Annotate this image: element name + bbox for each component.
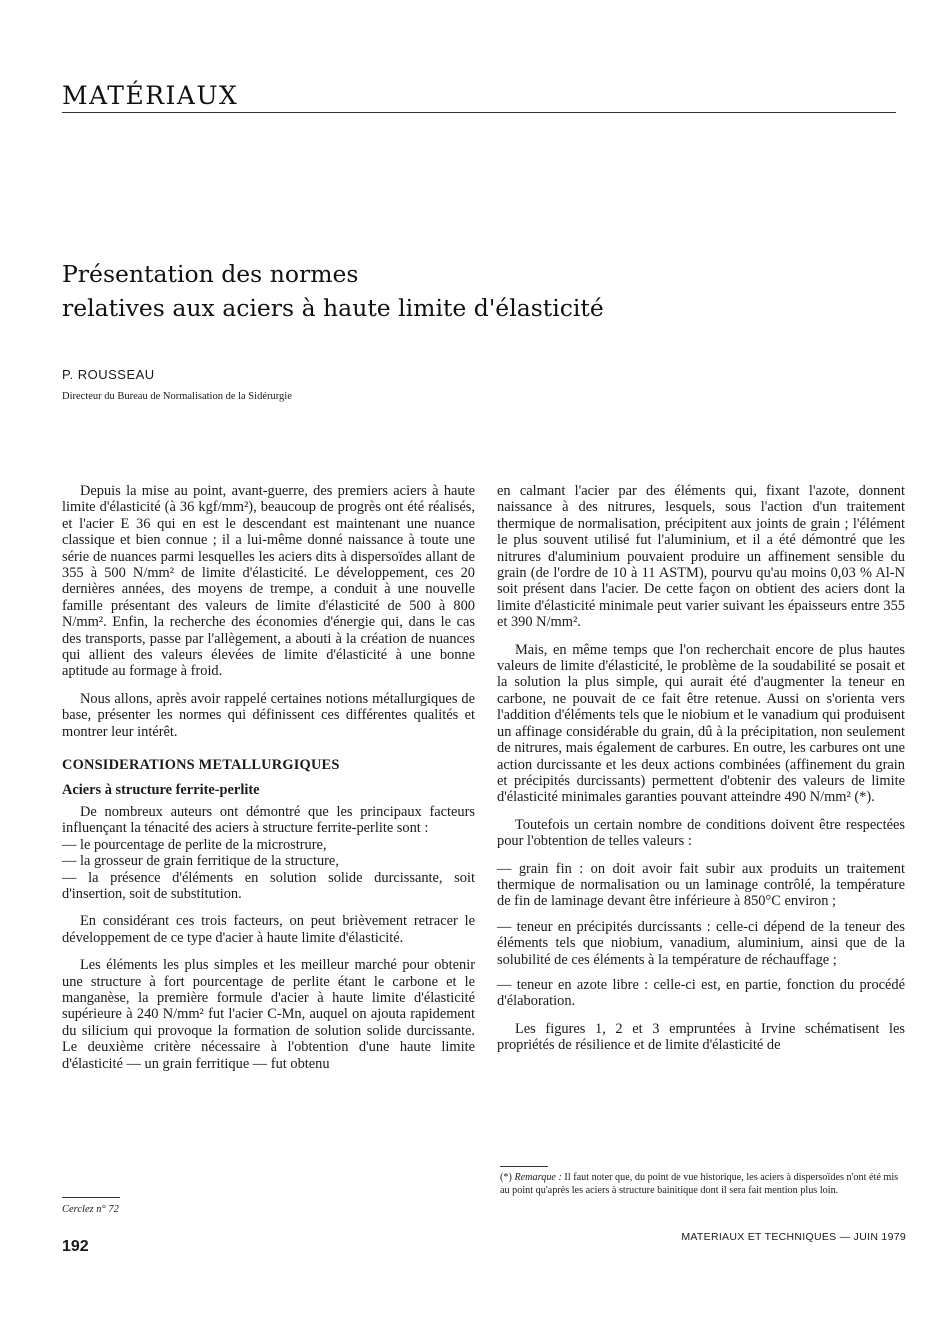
article-title: [62, 257, 822, 325]
list-item: — le pourcentage de perlite de la microstrure,: [62, 836, 327, 853]
paragraph-conditions: Toutefois un certain nombre de conditions doivent être respectées pour l'obtention de telles valeurs :: [497, 816, 905, 850]
footnote-marker: (*): [500, 1172, 515, 1183]
paragraph-weldability: Mais, en même temps que l'on recherchait encore de plus hautes valeurs de limite d'élasticité, le problème de la soudabilité se posait et la solution la plus simple, qui aurait été d'augmenter la teneur en carbone, ne pouvait de ce fait être retenue. Aussi on s'orienta vers l'addition d'éléments tels que le niobium et le vanadium qui produisent un affinage considérable du grain, dû à la précipitation, non seulement de nitrures, mais également de carbures. En outre, les carbures ont une action durcissante et les deux actions combinées (affinement du grain et précipités durcissants) permettent d'obtenir des valeurs de limite d'élasticité minimales garanties pouvant atteindre 490 N/mm² (*).: [497, 641, 905, 806]
reader-service-number: Cerclez n° 72: [62, 1204, 119, 1215]
article-title-line-1: Présentation des normes: [62, 260, 359, 288]
list-item: — grain fin : on doit avoir fait subir aux produits un traitement thermique de normalisation ou un laminage contrôlé, la température de fin de laminage devant être inférieure à 850°C environ ;: [497, 860, 905, 910]
list-item: — teneur en azote libre : celle-ci est, en partie, fonction du procédé d'élaboration.: [497, 976, 905, 1010]
journal-footer: MATERIAUX ET TECHNIQUES — JUIN 1979: [681, 1231, 906, 1243]
paragraph-figures: Les figures 1, 2 et 3 empruntées à Irvine schématisent les propriétés de résilience et de limite d'élasticité de: [497, 1020, 905, 1054]
page-number: 192: [62, 1238, 89, 1255]
paragraph-continuation: en calmant l'acier par des éléments qui, fixant l'azote, donnent naissance à des nitrures, lesquels, sous l'action d'un traitement thermique de normalisation, précipitent aux joints de grain ; l'élément le plus souvent utilisé fut l'aluminium, et il a été démontré que les nitrures d'aluminium pouvaient produire un affinement sensible du grain (de l'ordre de 10 à 11 ASTM), pourvu qu'au moins 0,03 % Al-N soit présent dans l'acier. De cette façon on obtient des aciers dont la limite d'élasticité minimale peut varier suivant les épaisseurs entre 355 et 390 N/mm².: [497, 483, 905, 631]
list-item: — teneur en précipités durcissants : celle-ci dépend de la teneur des éléments tels que niobium, vanadium, aluminium, ainsi que de la solubilité de ces éléments à la température de réchauffage ;: [497, 918, 905, 968]
author-name: P. ROUSSEAU: [62, 367, 155, 382]
left-column: [62, 483, 475, 1083]
author-affiliation: Directeur du Bureau de Normalisation de la Sidérurgie: [62, 391, 292, 402]
section-header: [62, 80, 896, 113]
footnote-text: Il faut noter que, du point de vue historique, les aciers à dispersoïdes n'ont été mis au point qu'après les aciers à structure bainitique dont il sera fait mention plus loin.: [500, 1172, 899, 1196]
cerclez-rule: [62, 1197, 120, 1198]
footnote: [500, 1171, 905, 1197]
paragraph-elements: Les éléments les plus simples et les meilleur marché pour obtenir une structure à fort pourcentage de perlite étant le carbone et le manganèse, la première formule d'acier à haute limite d'élasticité supérieure à 240 N/mm² fut l'acier C-Mn, auquel on ajouta rapidement du silicium qui provoque la formation de solution solide durcissante. Le deuxième critère nécessaire à l'obtention d'une haute limite d'élasticité — un grain ferritique — fut obtenu: [62, 957, 475, 1072]
right-column: [497, 483, 905, 1054]
subsection-heading: Aciers à structure ferrite-perlite: [62, 781, 260, 798]
article-title-line-2: relatives aux aciers à haute limite d'élasticité: [62, 294, 604, 322]
footnote-rule: [500, 1166, 548, 1167]
condition-list: [497, 861, 905, 1010]
section-title: MATÉRIAUX: [62, 81, 239, 110]
factor-list: [62, 837, 475, 903]
paragraph-plan: Nous allons, après avoir rappelé certaines notions métallurgiques de base, présenter les normes qui définissent ces différentes qualités et montrer leur intérêt.: [62, 690, 475, 740]
list-item: — la grosseur de grain ferritique de la structure,: [62, 853, 339, 870]
paragraph-development: En considérant ces trois facteurs, on peut brièvement retracer le développement de ce type d'acier à haute limite d'élasticité.: [62, 913, 475, 946]
paragraph-intro: Depuis la mise au point, avant-guerre, des premiers aciers à haute limite d'élasticité (à 36 kgf/mm²), beaucoup de progrès ont été réalisés, et l'acier E 36 qui en est le descendant est maintenant une nuance classique et bien connue ; il a lui-même donné naissance à toute une série de nuances parmi lesquelles les aciers dits à dispersoïdes allant de 355 à 500 N/mm² de limite d'élasticité. Le développement, ces 20 dernières années, des moyens de trempe, a conduit à une nouvelle famille présentant des valeurs de limite d'élasticité de 500 à 800 N/mm². Enfin, la recherche des économies d'énergie qui, dans le cas des transports, passe par l'allègement, a abouti à la création de nuances qui allient des valeurs élevées de limite d'élasticité à une bonne aptitude au formage à froid.: [62, 483, 475, 680]
section-heading: CONSIDERATIONS METALLURGIQUES: [62, 757, 340, 774]
paragraph-factors: De nombreux auteurs ont démontré que les principaux facteurs influençant la ténacité des aciers à structure ferrite-perlite sont :: [62, 803, 475, 837]
footnote-label: Remarque :: [514, 1172, 562, 1183]
list-item: — la présence d'éléments en solution solide durcissante, soit d'insertion, soit de substitution.: [62, 869, 475, 902]
